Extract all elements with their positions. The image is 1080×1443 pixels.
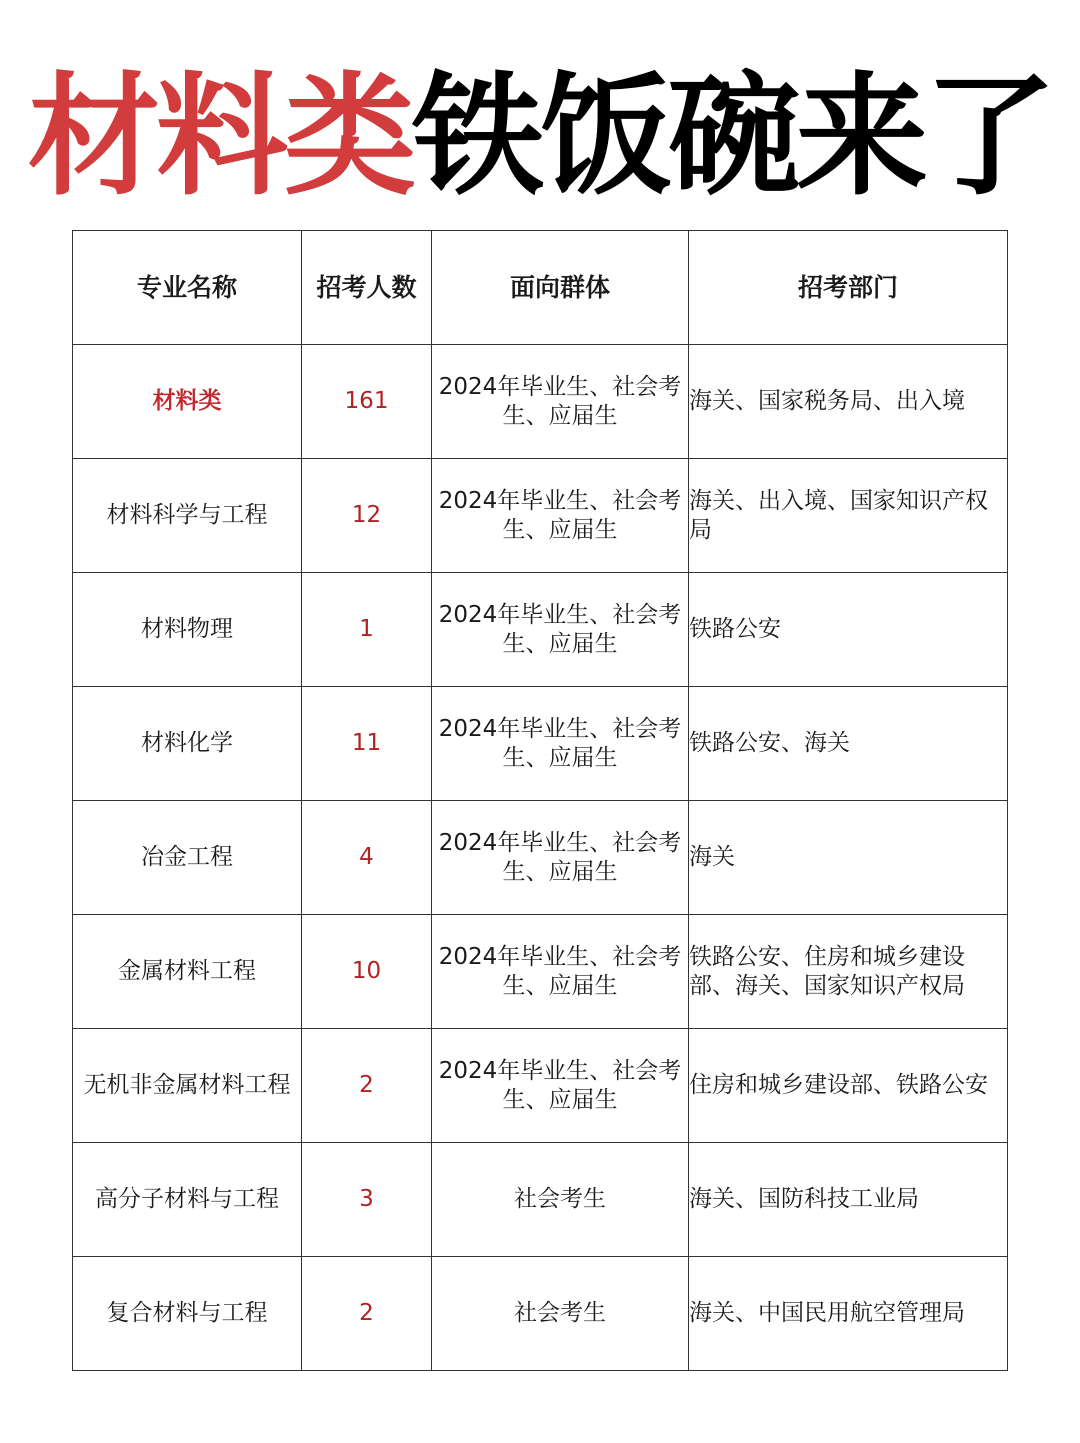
recruit-count: 3: [302, 1143, 432, 1257]
recruitment-table: [72, 230, 1008, 1371]
recruit-count: 11: [302, 687, 432, 801]
target-group: 社会考生: [432, 1257, 689, 1371]
title-rest: 铁饭碗来了: [412, 60, 1052, 214]
table-row: [73, 915, 1008, 1029]
major-name: 高分子材料与工程: [73, 1143, 302, 1257]
table-row: [73, 1143, 1008, 1257]
department: 海关、中国民用航空管理局: [689, 1257, 1008, 1371]
table-row: [73, 573, 1008, 687]
major-name: 材料类: [73, 345, 302, 459]
table-row: [73, 1029, 1008, 1143]
major-name: 材料化学: [73, 687, 302, 801]
major-name: 金属材料工程: [73, 915, 302, 1029]
major-name: 材料科学与工程: [73, 459, 302, 573]
major-name: 冶金工程: [73, 801, 302, 915]
department: 海关、出入境、国家知识产权局: [689, 459, 1008, 573]
recruit-count: 2: [302, 1257, 432, 1371]
department: 铁路公安、住房和城乡建设部、海关、国家知识产权局: [689, 915, 1008, 1029]
recruit-count: 161: [302, 345, 432, 459]
target-group: 2024年毕业生、社会考生、应届生: [432, 1029, 689, 1143]
recruit-count: 10: [302, 915, 432, 1029]
target-group: 2024年毕业生、社会考生、应届生: [432, 687, 689, 801]
header-major-name: 专业名称: [73, 231, 302, 345]
header-count: 招考人数: [302, 231, 432, 345]
table-row: [73, 1257, 1008, 1371]
recruit-count: 4: [302, 801, 432, 915]
target-group: 2024年毕业生、社会考生、应届生: [432, 345, 689, 459]
target-group: 社会考生: [432, 1143, 689, 1257]
target-group: 2024年毕业生、社会考生、应届生: [432, 459, 689, 573]
table-header-row: [73, 231, 1008, 345]
recruit-count: 2: [302, 1029, 432, 1143]
major-name: 无机非金属材料工程: [73, 1029, 302, 1143]
table-row: [73, 459, 1008, 573]
table-row: [73, 801, 1008, 915]
target-group: 2024年毕业生、社会考生、应届生: [432, 801, 689, 915]
department: 铁路公安、海关: [689, 687, 1008, 801]
recruit-count: 12: [302, 459, 432, 573]
target-group: 2024年毕业生、社会考生、应届生: [432, 915, 689, 1029]
table-row: [73, 345, 1008, 459]
header-target-group: 面向群体: [432, 231, 689, 345]
department: 铁路公安: [689, 573, 1008, 687]
department: 海关、国防科技工业局: [689, 1143, 1008, 1257]
recruit-count: 1: [302, 573, 432, 687]
page-title: [0, 62, 1080, 212]
department: 住房和城乡建设部、铁路公安: [689, 1029, 1008, 1143]
table-row: [73, 687, 1008, 801]
title-highlight: 材料类: [28, 60, 412, 214]
department: 海关、国家税务局、出入境: [689, 345, 1008, 459]
department: 海关: [689, 801, 1008, 915]
target-group: 2024年毕业生、社会考生、应届生: [432, 573, 689, 687]
major-name: 复合材料与工程: [73, 1257, 302, 1371]
header-department: 招考部门: [689, 231, 1008, 345]
major-name: 材料物理: [73, 573, 302, 687]
